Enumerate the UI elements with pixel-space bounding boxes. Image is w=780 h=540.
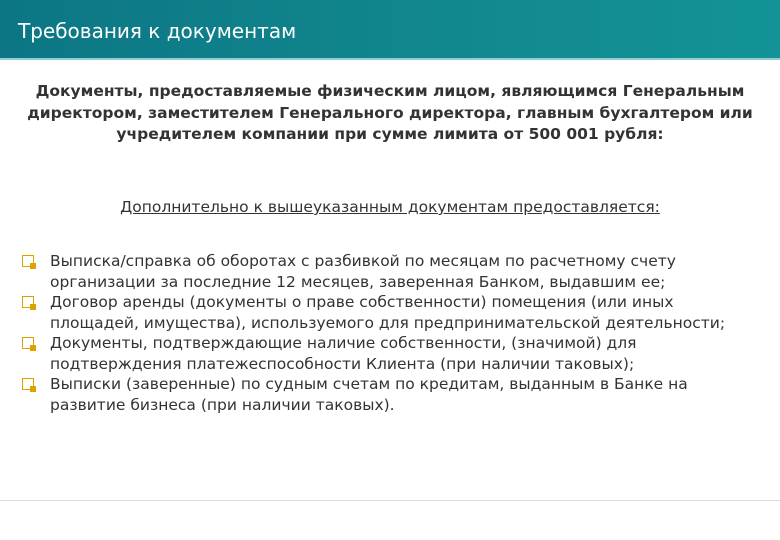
list-item	[22, 333, 762, 374]
list-item-text: Выписка/справка об оборотах с разбивкой по месяцам по расчетному счету организации за последние 12 месяцев, заверенная Банком, выдавшим ее;	[50, 252, 676, 291]
additional-note-text: Дополнительно к вышеуказанным документам предоставляется:	[120, 198, 660, 216]
list-item	[22, 251, 762, 292]
list-item-text: Договор аренды (документы о праве собственности) помещения (или иных площадей, имущества), используемого для предпринимательской деятельности;	[50, 293, 726, 332]
footer-divider	[0, 500, 780, 501]
title-bar	[0, 0, 780, 58]
list-item-text: Выписки (заверенные) по судным счетам по кредитам, выданным в Банке на развитие бизнеса (при наличии таковых).	[50, 375, 688, 414]
checkbox-bullet-icon	[22, 255, 34, 267]
document-list	[22, 251, 762, 415]
list-item	[22, 292, 762, 333]
list-item	[22, 374, 762, 415]
checkbox-bullet-icon	[22, 296, 34, 308]
checkbox-bullet-icon	[22, 337, 34, 349]
additional-note	[20, 197, 760, 217]
header-divider	[0, 58, 780, 60]
intro-paragraph: Документы, предоставляемые физическим лицом, являющимся Генеральным директором, заместителем Генерального директора, главным бухгалтером или учредителем компании при сумме лимита от 500 001 рубля:	[27, 82, 753, 143]
page-title: Требования к документам	[18, 19, 297, 43]
list-item-text: Документы, подтверждающие наличие собственности, (значимой) для подтверждения платежеспособности Клиента (при наличии таковых);	[50, 334, 637, 373]
checkbox-bullet-icon	[22, 378, 34, 390]
